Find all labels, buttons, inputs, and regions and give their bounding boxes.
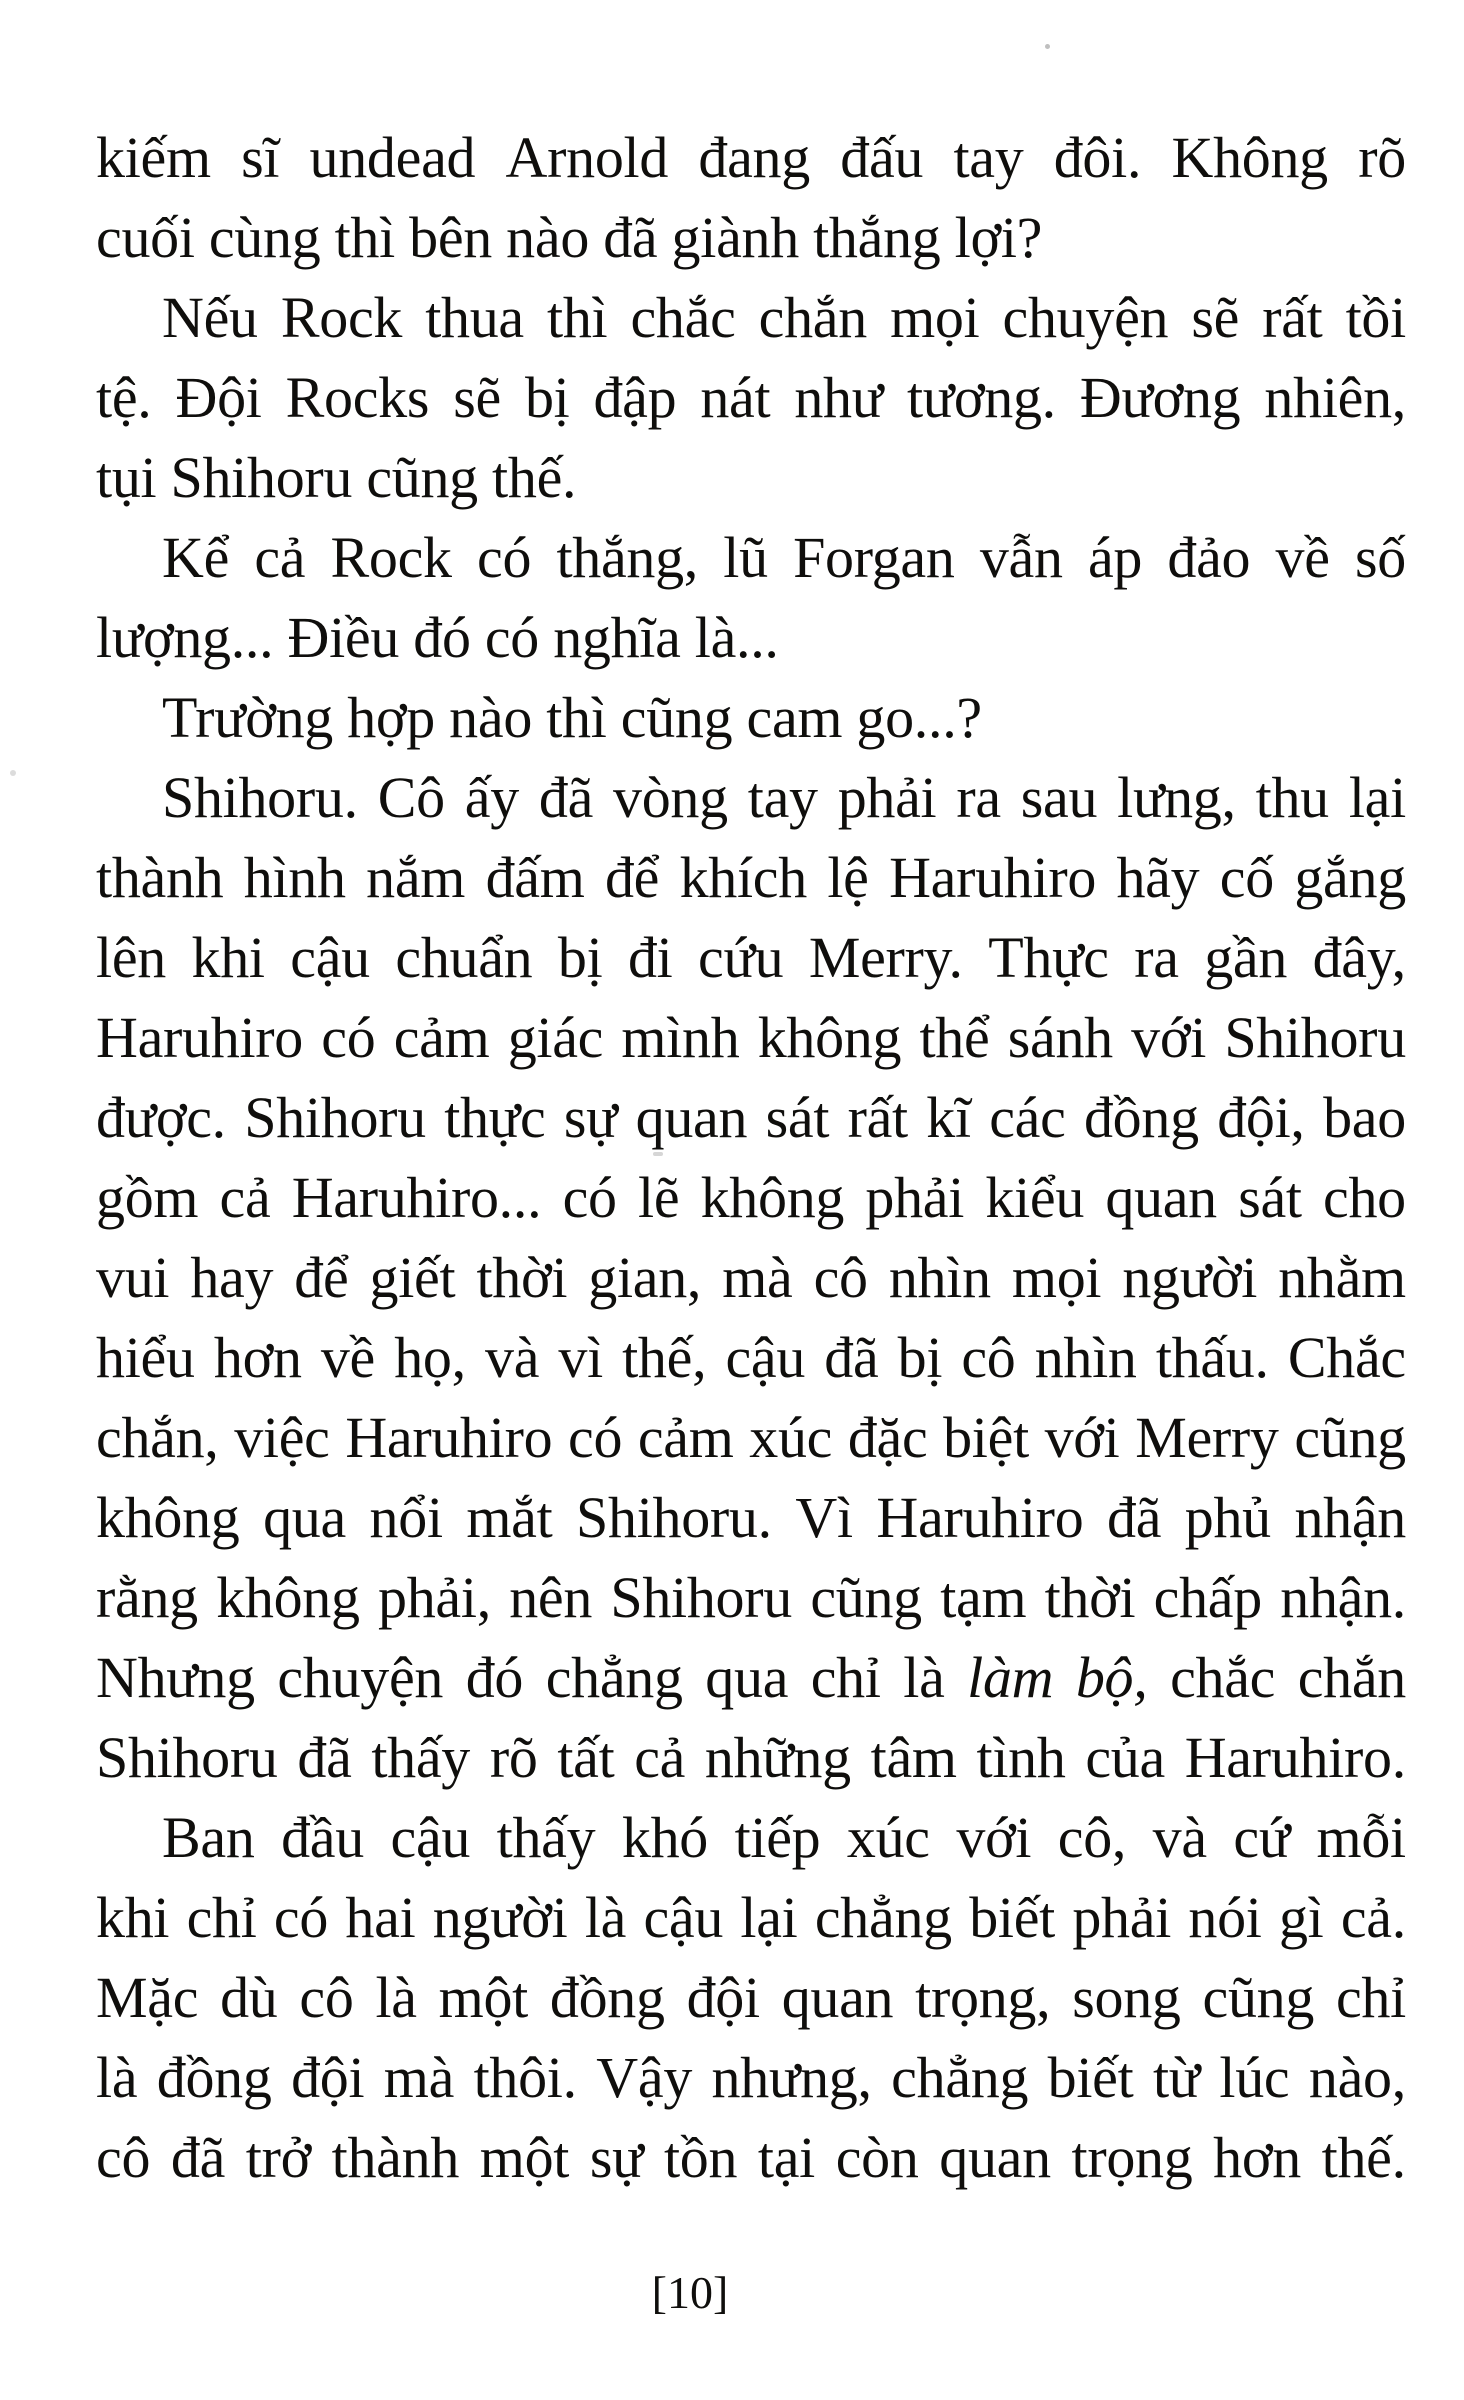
text-line: tụi Shihoru cũng thế. bbox=[96, 445, 577, 510]
text-line: chắn, việc Haruhiro có cảm xúc đặc biệt với Merry cũng bbox=[96, 1405, 1406, 1470]
text-line: Shihoru. Cô ấy đã vòng tay phải ra sau lưng, thu lại bbox=[162, 765, 1406, 830]
scan-speck bbox=[1045, 44, 1050, 49]
text-line: Kể cả Rock có thắng, lũ Forgan vẫn áp đảo về số bbox=[162, 525, 1406, 590]
scan-speck bbox=[10, 770, 16, 776]
text-line: lượng... Điều đó có nghĩa là... bbox=[96, 605, 779, 670]
text-line: Haruhiro có cảm giác mình không thể sánh với Shihoru bbox=[96, 1005, 1406, 1070]
text-line: tệ. Đội Rocks sẽ bị đập nát như tương. Đương nhiên, bbox=[96, 365, 1406, 430]
text-line: cô đã trở thành một sự tồn tại còn quan trọng hơn thế. bbox=[96, 2125, 1406, 2190]
text-line: không qua nổi mắt Shihoru. Vì Haruhiro đã phủ nhận bbox=[96, 1485, 1406, 1550]
text-line: cuối cùng thì bên nào đã giành thắng lợi? bbox=[96, 205, 1043, 270]
text-line: Nếu Rock thua thì chắc chắn mọi chuyện sẽ rất tồi bbox=[162, 285, 1406, 350]
text-line: lên khi cậu chuẩn bị đi cứu Merry. Thực ra gần đây, bbox=[96, 925, 1406, 990]
text-line: vui hay để giết thời gian, mà cô nhìn mọi người nhằm bbox=[96, 1245, 1406, 1310]
text-line: Ban đầu cậu thấy khó tiếp xúc với cô, và cứ mỗi bbox=[162, 1805, 1406, 1870]
text-line: được. Shihoru thực sự quan sát rất kĩ các đồng đội, bao bbox=[96, 1085, 1406, 1150]
scan-speck bbox=[653, 1152, 663, 1156]
text-line: Trường hợp nào thì cũng cam go...? bbox=[162, 685, 982, 750]
text-line: thành hình nắm đấm để khích lệ Haruhiro hãy cố gắng bbox=[96, 845, 1406, 910]
text-line: hiểu hơn về họ, và vì thế, cậu đã bị cô nhìn thấu. Chắc bbox=[96, 1325, 1406, 1390]
text-line: rằng không phải, nên Shihoru cũng tạm thời chấp nhận. bbox=[96, 1565, 1406, 1630]
text-line: gồm cả Haruhiro... có lẽ không phải kiểu quan sát cho bbox=[96, 1165, 1406, 1230]
page-text bbox=[96, 118, 1406, 2198]
text-line: khi chỉ có hai người là cậu lại chẳng biết phải nói gì cả. bbox=[96, 1885, 1406, 1950]
text-line: Shihoru đã thấy rõ tất cả những tâm tình của Haruhiro. bbox=[96, 1725, 1406, 1790]
page-number-label: [10] bbox=[651, 2267, 729, 2318]
page-number bbox=[0, 2266, 1422, 2319]
text-line: kiếm sĩ undead Arnold đang đấu tay đôi. Không rõ bbox=[96, 125, 1406, 190]
text-line: là đồng đội mà thôi. Vậy nhưng, chẳng biết từ lúc nào, bbox=[96, 2045, 1406, 2110]
text-line: Nhưng chuyện đó chẳng qua chỉ là làm bộ, chắc chắn bbox=[96, 1645, 1406, 1710]
text-line: Mặc dù cô là một đồng đội quan trọng, song cũng chỉ bbox=[96, 1965, 1406, 2030]
